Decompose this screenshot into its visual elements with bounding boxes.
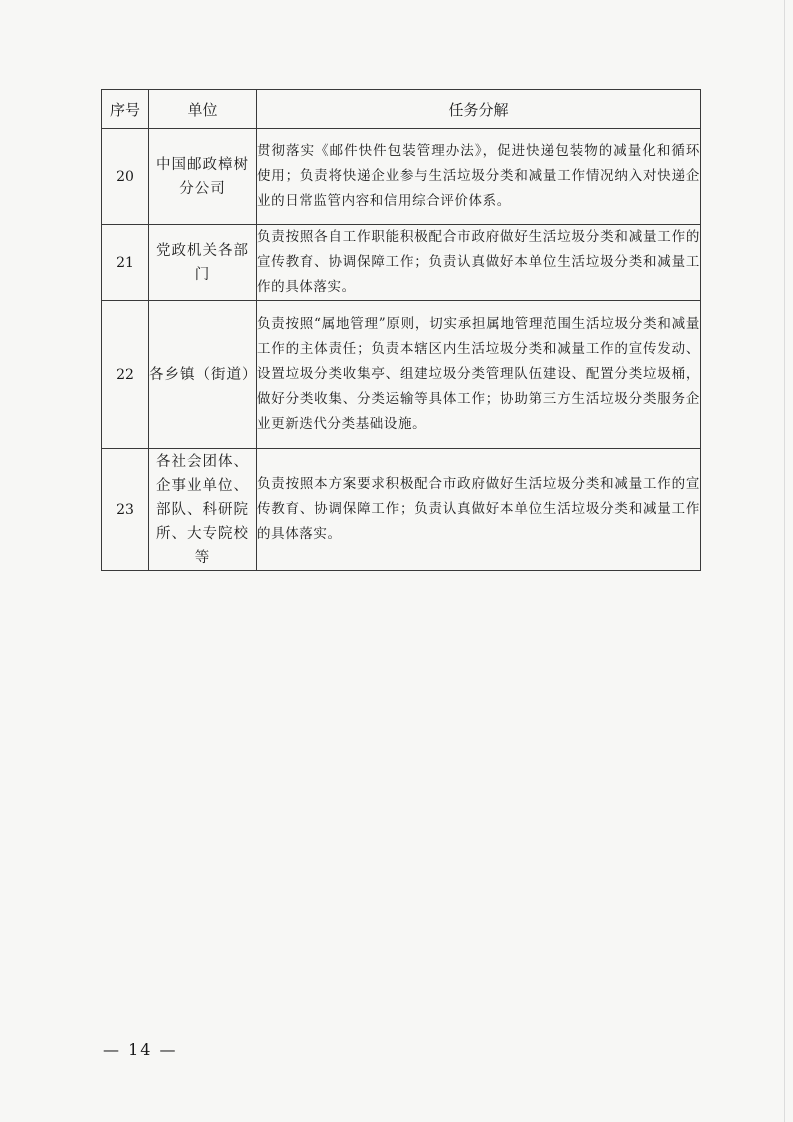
row-task: 负责按照“属地管理”原则，切实承担属地管理范围生活垃圾分类和减量工作的主体责任；负责本辖区内生活垃圾分类和减量工作的宣传发动、设置垃圾分类收集亭、组建垃圾分类管理队伍建设、配置分类垃圾桶，做好分类收集、分类运输等具体工作；协助第三方生活垃圾分类服务企业更新迭代分类基础设施。	[257, 301, 701, 449]
table-row	[102, 129, 701, 225]
row-num: 23	[102, 449, 149, 571]
row-num: 20	[102, 129, 149, 225]
row-task: 贯彻落实《邮件快件包装管理办法》，促进快递包装物的减量化和循环使用；负责将快递企业参与生活垃圾分类和减量工作情况纳入对快递企业的日常监管内容和信用综合评价体系。	[257, 129, 701, 225]
row-task: 负责按照本方案要求积极配合市政府做好生活垃圾分类和减量工作的宣传教育、协调保障工作；负责认真做好本单位生活垃圾分类和减量工作的具体落实。	[257, 449, 701, 571]
scan-edge	[784, 0, 785, 1122]
table-header-row	[102, 90, 701, 129]
row-task: 负责按照各自工作职能积极配合市政府做好生活垃圾分类和减量工作的宣传教育、协调保障工作；负责认真做好本单位生活垃圾分类和减量工作的具体落实。	[257, 225, 701, 301]
header-num: 序号	[102, 90, 149, 129]
row-unit: 党政机关各部门	[149, 225, 257, 301]
row-unit: 中国邮政樟树分公司	[149, 129, 257, 225]
table-row	[102, 449, 701, 571]
page-number: — 14 —	[103, 1040, 178, 1059]
task-table	[101, 89, 701, 571]
table-row	[102, 301, 701, 449]
row-num: 21	[102, 225, 149, 301]
header-task: 任务分解	[257, 90, 701, 129]
row-unit: 各乡镇（街道）	[149, 301, 257, 449]
table-row	[102, 225, 701, 301]
row-num: 22	[102, 301, 149, 449]
row-unit: 各社会团体、企事业单位、部队、科研院所、大专院校等	[149, 449, 257, 571]
header-unit: 单位	[149, 90, 257, 129]
